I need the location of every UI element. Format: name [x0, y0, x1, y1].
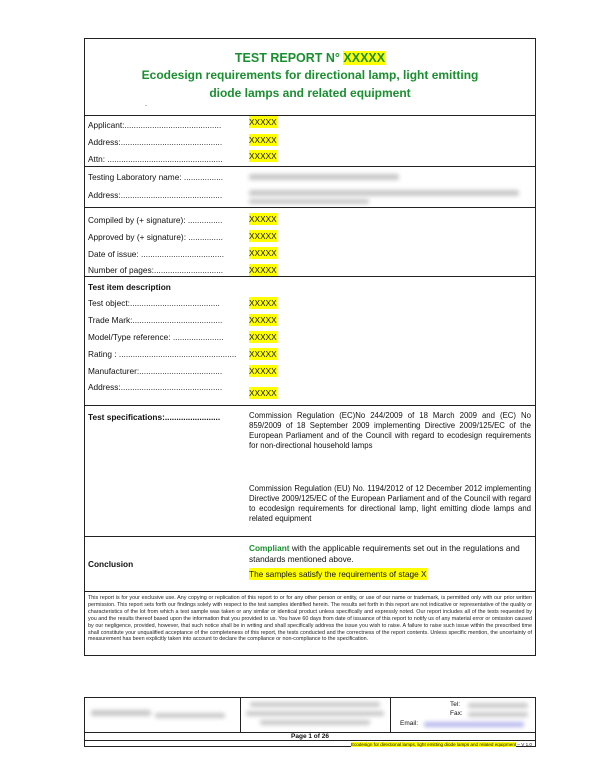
test-item-heading: Test item description [88, 282, 171, 292]
report-title [85, 39, 535, 65]
attn-label: Attn: .................................................. [88, 154, 223, 164]
footer-logo-redacted [91, 710, 151, 716]
corner-mark: - [145, 103, 147, 109]
lab-name-redacted [249, 174, 399, 180]
footer-company-redacted [155, 713, 225, 718]
report-subtitle-line-2: diode lamps and related equipment [209, 86, 411, 100]
number-of-pages-value: XXXXX [249, 265, 277, 275]
date-of-issue-label: Date of issue: .................................... [88, 249, 225, 259]
lab-section [85, 166, 535, 207]
footer-address-redacted-2 [246, 711, 384, 716]
number-of-pages-label: Number of pages:.............................. [88, 265, 224, 275]
footer-tel-redacted [468, 703, 528, 708]
footer-address [240, 698, 391, 732]
footer-address-redacted-1 [250, 702, 380, 707]
page-footer [84, 697, 536, 747]
attn-value: XXXXX [249, 151, 277, 161]
trade-mark-label: Trade Mark:....................................... [88, 315, 223, 325]
applicant-address-value: XXXXX [249, 135, 277, 145]
footer-doc-ref-text: Ecodesign for directional lamps, light emitting diode lamps and related equipment [350, 742, 517, 747]
footer-tel-label: Tel: [450, 701, 461, 708]
test-report-form [84, 38, 536, 656]
stage-statement: The samples satisfy the requirements of stage X [249, 569, 427, 579]
report-number: XXXXX [343, 51, 386, 65]
footer-contact [390, 698, 535, 732]
lab-name-label: Testing Laboratory name: ................. [88, 172, 224, 182]
conclusion-label: Conclusion [88, 559, 134, 569]
footer-version: – V 1.0 [516, 742, 532, 747]
manufacturer-address-label: Address:............................................ [88, 382, 223, 392]
applicant-label: Applicant:.......................................... [88, 120, 222, 130]
compliant-rest: with the applicable requirements set out in the regulations and standards mentioned above. [249, 543, 520, 564]
footer-fax-redacted [468, 712, 528, 717]
applicant-section [85, 115, 535, 166]
approved-by-value: XXXXX [249, 231, 277, 241]
compiled-by-value: XXXXX [249, 214, 277, 224]
test-object-value: XXXXX [249, 298, 277, 308]
applicant-address-label: Address:............................................ [88, 137, 223, 147]
lab-address-redacted-line-1 [249, 190, 519, 196]
disclaimer-section [85, 591, 535, 657]
admin-section [85, 207, 535, 276]
footer-email-redacted[interactable] [424, 722, 524, 727]
model-reference-label: Model/Type reference: ...................... [88, 332, 224, 342]
footer-address-redacted-3 [260, 720, 370, 725]
date-of-issue-value: XXXXX [249, 248, 277, 258]
report-subtitle-line-1: Ecodesign requirements for directional lamp, light emitting [141, 68, 479, 82]
conclusion-statement [249, 543, 531, 565]
manufacturer-label: Manufacturer:.................................... [88, 366, 223, 376]
test-item-section [85, 276, 535, 405]
compliant-word: Compliant [249, 543, 290, 553]
approved-by-label: Approved by (+ signature): ............... [88, 232, 223, 242]
model-reference-value: XXXXX [249, 332, 277, 342]
specification-eu-1194-2012: Commission Regulation (EU) No. 1194/2012 of 12 December 2012 implementing Directive 2009/125/EC of the European Parliament and of the Council with regard to ecodesign requirements for directional lamp, light emitting diode lamps and related equipment [249, 484, 531, 523]
lab-address-label: Address:............................................ [88, 190, 223, 200]
footer-email-label: Email: [400, 720, 419, 727]
report-header [85, 39, 535, 115]
rating-label: Rating : ................................................... [88, 349, 237, 359]
footer-page-number: Page 1 of 26 [85, 732, 535, 741]
report-title-prefix: TEST REPORT N° [234, 51, 344, 65]
compiled-by-label: Compiled by (+ signature): ............... [88, 215, 223, 225]
test-object-label: Test object:....................................... [88, 298, 220, 308]
manufacturer-value: XXXXX [249, 366, 277, 376]
conclusion-section [85, 536, 535, 591]
footer-document-reference [85, 740, 535, 748]
footer-company [85, 698, 241, 732]
applicant-value: XXXXX [249, 117, 277, 127]
lab-address-redacted-line-2 [249, 199, 369, 204]
disclaimer-text: This report is for your exclusive use. Any copying or replication of this report to or for any other person or entity, or use of our name or trademark, is permitted only with our prior written permission. This report sets forth our findings solely with respect to the test samples identified herein. The results set forth in this report are not indicative or representative of the quality or characteristics of the lot from which a test sample was taken or any similar or identical product unless specifically and expressly noted. Our report includes all of the tests requested by you and the results thereof based upon the information that you provided to us. You have 60 days from date of issuance of this report to notify us of any material error or omission caused by our negligence, provided, however, that such notice shall be in writing and shall specifically address the issue you wish to raise. A failure to raise such issue within the prescribed time shall constitute your unqualified acceptance of the completeness of this report, the tests conducted and the correctness of the report contents. Unless specific mention, the uncertainty of measurement has been explicitly taken into account to declare the compliance or non-compliance to the specification. [88, 595, 532, 643]
test-specifications-section [85, 405, 535, 536]
test-specifications-label: Test specifications:........................ [88, 412, 221, 422]
manufacturer-address-value: XXXXX [249, 388, 277, 398]
trade-mark-value: XXXXX [249, 315, 277, 325]
footer-fax-label: Fax: [450, 710, 463, 717]
rating-value: XXXXX [249, 349, 277, 359]
specification-ec-244-2009: Commission Regulation (EC)No 244/2009 of 18 March 2009 and (EC) No 859/2009 of 18 September 2009 implementing Directive 2009/125/EC of the European Parliament and of the Council with regard to ecodesign requirements for non-directional household lamps [249, 411, 531, 450]
